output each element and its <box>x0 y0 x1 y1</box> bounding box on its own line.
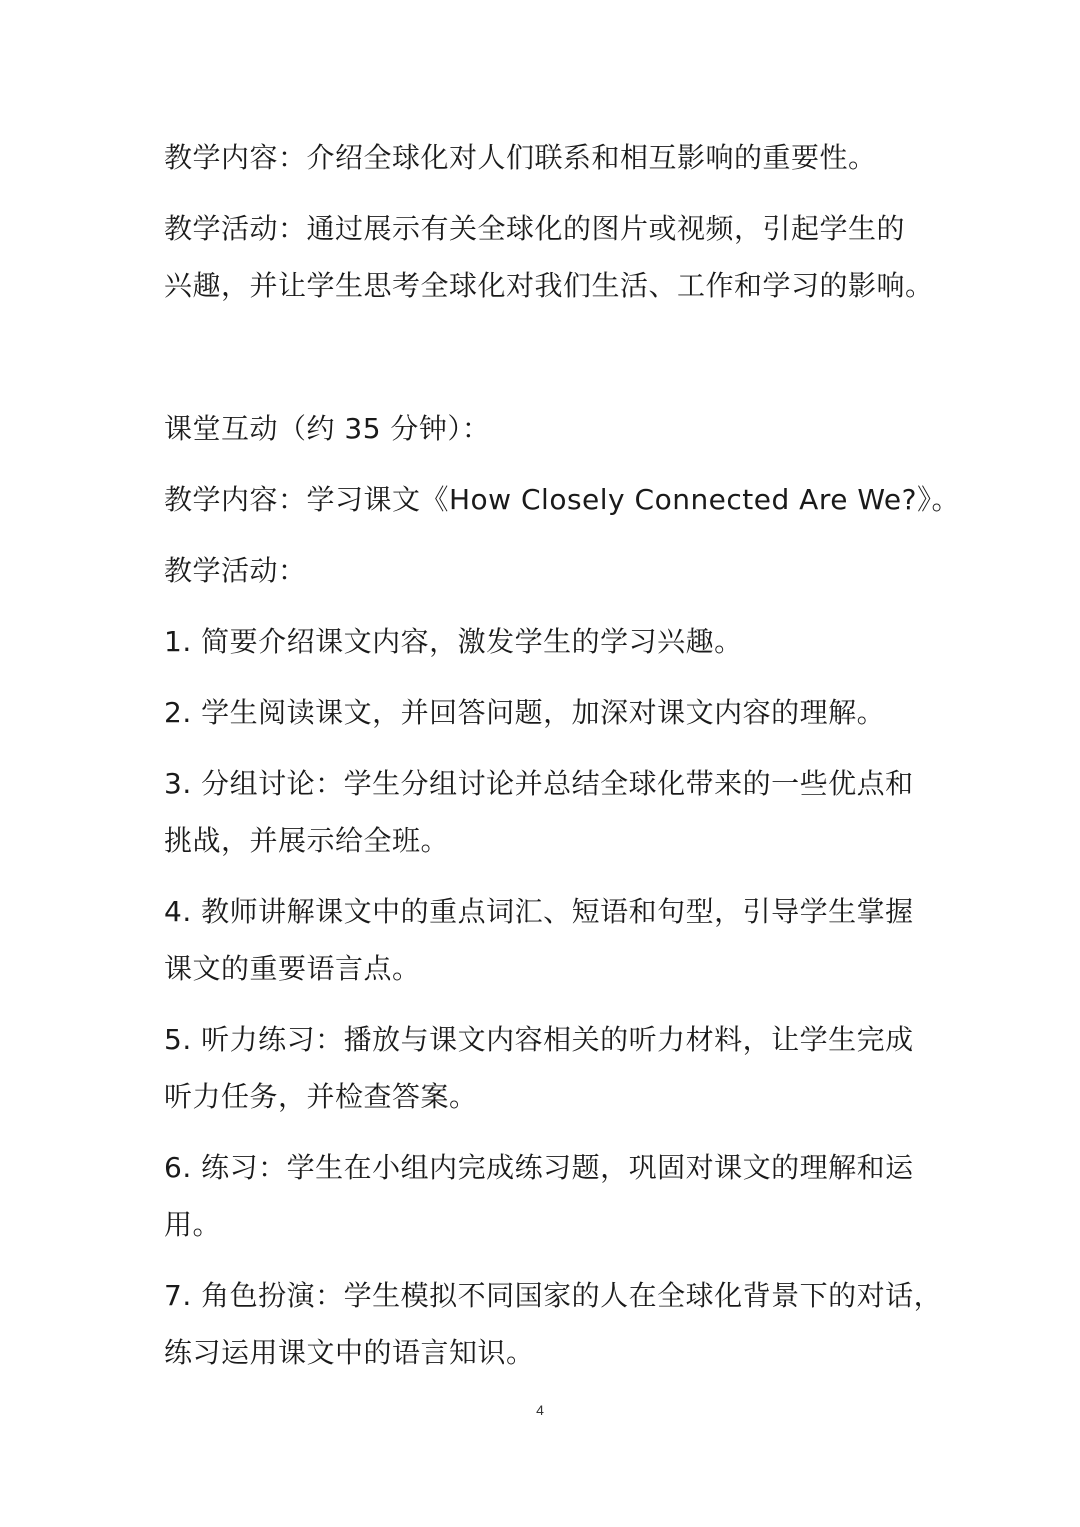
intro-content-line: 教学内容：介绍全球化对人们联系和相互影响的重要性。 <box>164 141 877 174</box>
intro-activity-line-2: 兴趣，并让学生思考全球化对我们生活、工作和学习的影响。 <box>164 269 934 302</box>
step-5-line-2: 听力任务，并检查答案。 <box>164 1080 478 1113</box>
intro-activity-line-1: 教学活动：通过展示有关全球化的图片或视频，引起学生的 <box>164 212 906 245</box>
step-4-line-1: 4. 教师讲解课文中的重点词汇、短语和句型，引导学生掌握 <box>164 895 914 928</box>
step-3-line-2: 挑战，并展示给全班。 <box>164 824 450 857</box>
step-2-line-1: 2. 学生阅读课文，并回答问题，加深对课文内容的理解。 <box>164 696 886 729</box>
step-7-line-2: 练习运用课文中的语言知识。 <box>164 1336 535 1369</box>
interaction-content-line: 教学内容：学习课文《How Closely Connected Are We?》。 <box>164 483 960 516</box>
step-6-line-1: 6. 练习：学生在小组内完成练习题，巩固对课文的理解和运 <box>164 1151 914 1184</box>
step-7-line-1: 7. 角色扮演：学生模拟不同国家的人在全球化背景下的对话， <box>164 1279 943 1312</box>
step-1-line-1: 1. 简要介绍课文内容，激发学生的学习兴趣。 <box>164 625 743 658</box>
step-4-line-2: 课文的重要语言点。 <box>164 952 421 985</box>
interaction-activity-label: 教学活动： <box>164 554 307 587</box>
page-number: 4 <box>536 1402 544 1418</box>
interaction-heading: 课堂互动（约 35 分钟）： <box>164 412 491 445</box>
step-6-line-2: 用。 <box>164 1208 222 1241</box>
step-5-line-1: 5. 听力练习：播放与课文内容相关的听力材料，让学生完成 <box>164 1023 914 1056</box>
step-3-line-1: 3. 分组讨论：学生分组讨论并总结全球化带来的一些优点和 <box>164 767 914 800</box>
